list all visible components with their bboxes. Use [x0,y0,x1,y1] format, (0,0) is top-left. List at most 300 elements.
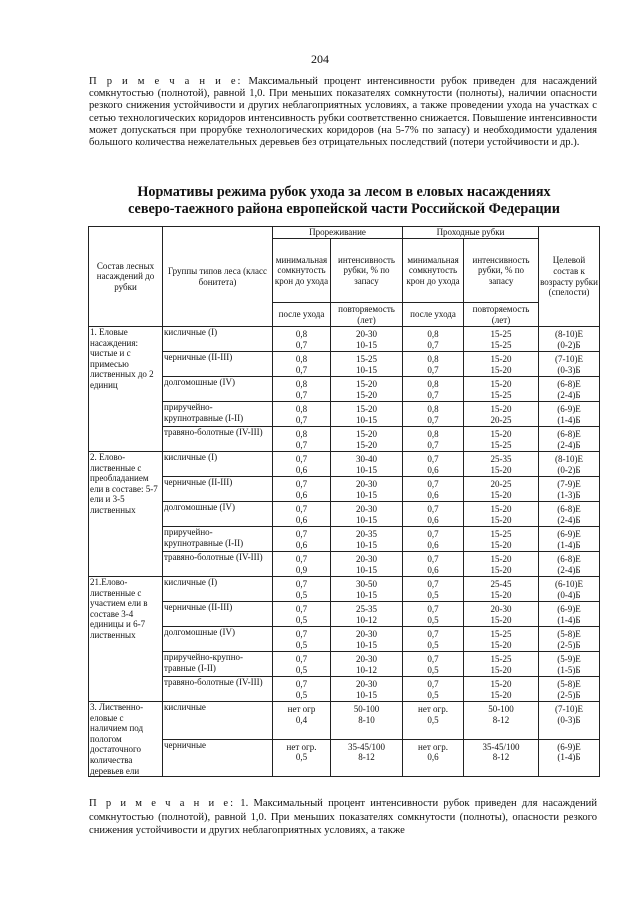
intensity-passage-value: 35-45/100 [482,741,520,752]
header-min-density-thinning: минимальная сомкнутость крон до ухода [273,239,331,303]
forest-type: черничные (II-III) [163,352,273,377]
table-title [80,184,608,218]
intensity-thinning-value-after: 10-15 [356,364,377,375]
min-density-passage-value: 0,8 [427,379,439,389]
header-min-density-passage: минимальная сомкнутость крон до ухода [403,239,464,303]
forest-type: травяно-болотные (IV-III) [163,677,273,702]
min-density-thinning-cell [273,577,331,602]
target-composition-cell [539,577,600,602]
min-density-passage-value: нет огр. [418,704,448,714]
target-composition-value-after: (2-4)Б [557,439,581,450]
min-density-passage-value-after: 0,7 [427,414,439,425]
min-density-passage-value: 0,7 [427,529,439,539]
min-density-thinning-value-after: 0,6 [295,514,308,525]
min-density-passage-cell [403,627,464,652]
min-density-passage-value: 0,7 [427,554,439,564]
min-density-passage-cell [403,477,464,502]
target-composition-value-after: (0-2)Б [557,339,581,350]
intensity-thinning-cell [331,739,403,777]
min-density-thinning-value-after: 0,5 [295,689,308,700]
intensity-thinning-cell [331,327,403,352]
table-row [89,739,600,777]
intensity-passage-value: 25-35 [490,454,512,464]
min-density-passage-value-after: 0,7 [427,439,439,450]
intensity-thinning-value-after: 10-15 [356,539,377,550]
min-density-passage-value: 0,7 [427,479,439,489]
min-density-thinning-value: 0,7 [295,454,308,464]
intensity-passage-cell [464,552,539,577]
target-composition-cell [539,327,600,352]
min-density-passage-value-after: 0,5 [427,714,439,725]
min-density-thinning-cell [273,602,331,627]
note-top [89,76,597,149]
min-density-thinning-cell [273,502,331,527]
min-density-thinning-value-after: 0,4 [295,714,308,725]
forest-type: травяно-болотные (IV-III) [163,552,273,577]
min-density-thinning-value: 0,7 [295,579,308,589]
intensity-passage-value-after: 15-20 [490,539,512,550]
min-density-passage-value-after: 0,5 [427,589,439,600]
intensity-thinning-value: 15-20 [356,379,377,389]
group-name: 2. Елово-лиственные с преобладанием ели в составе: 5-7 ели и 3-5 лиственных [89,452,163,577]
min-density-passage-cell [403,427,464,452]
min-density-thinning-value: 0,8 [295,404,308,414]
target-composition-value: (5-9)Е [557,654,581,664]
min-density-passage-value: 0,7 [427,504,439,514]
target-composition-cell [539,702,600,740]
header-thinning: Прореживание [273,227,403,239]
intensity-thinning-value: 20-30 [356,629,377,639]
min-density-passage-value: 0,8 [427,404,439,414]
intensity-thinning-value: 15-20 [356,429,377,439]
table-title-line-1: Нормативы режима рубок ухода за лесом в еловых насаждениях [137,184,551,200]
min-density-passage-value: 0,7 [427,654,439,664]
target-composition-value-after: (1-4)Б [557,752,581,763]
intensity-passage-cell [464,327,539,352]
intensity-passage-value: 15-25 [490,629,512,639]
min-density-passage-cell [403,739,464,777]
intensity-thinning-value-after: 10-12 [356,664,377,675]
intensity-thinning-value-after: 8-12 [358,752,375,763]
header-after-care-thinning: после ухода [273,303,331,327]
min-density-passage-cell [403,577,464,602]
min-density-thinning-cell [273,477,331,502]
min-density-passage-value-after: 0,5 [427,614,439,625]
min-density-thinning-value: 0,8 [295,429,308,439]
min-density-passage-value-after: 0,7 [427,389,439,400]
intensity-passage-cell [464,527,539,552]
header-intensity-thinning: интенсивность рубки, % по запасу [331,239,403,303]
min-density-thinning-value: 0,7 [295,504,308,514]
intensity-passage-cell [464,377,539,402]
group-name: 1. Еловые насаждения: чистые и с примесью лиственных до 2 единиц [89,327,163,452]
forest-type: черничные (II-III) [163,602,273,627]
intensity-thinning-cell [331,602,403,627]
target-composition-cell [539,602,600,627]
intensity-passage-value: 15-25 [490,654,512,664]
table-row [89,452,600,477]
forest-type: приручейно-крупно-травные (I-II) [163,652,273,677]
target-composition-value-after: (2-5)Б [557,689,581,700]
intensity-passage-cell [464,502,539,527]
table-row [89,627,600,652]
min-density-passage-value: 0,8 [427,429,439,439]
min-density-thinning-cell [273,527,331,552]
intensity-thinning-value-after: 10-15 [356,639,377,650]
min-density-thinning-value-after: 0,5 [295,752,308,763]
min-density-thinning-value-after: 0,7 [295,439,308,450]
header-repeat-thinning: повторяемость (лет) [331,303,403,327]
table-row [89,427,600,452]
target-composition-value-after: (2-4)Б [557,564,581,575]
page-number: 204 [311,52,329,66]
target-composition-cell [539,377,600,402]
min-density-thinning-value-after: 0,5 [295,589,308,600]
table-row [89,702,600,740]
min-density-thinning-value: 0,8 [295,354,308,364]
min-density-thinning-value: нет огр [287,704,316,714]
min-density-passage-value: 0,7 [427,579,439,589]
target-composition-cell [539,502,600,527]
min-density-passage-cell [403,377,464,402]
header-intensity-passage: интенсивность рубки, % по запасу [464,239,539,303]
target-composition-value-after: (0-3)Б [557,364,581,375]
intensity-thinning-cell [331,427,403,452]
intensity-passage-value: 15-25 [490,329,512,339]
intensity-passage-value-after: 8-12 [492,752,510,763]
forest-type: травяно-болотные (IV-III) [163,427,273,452]
intensity-thinning-cell [331,402,403,427]
target-composition-value-after: (1-4)Б [557,614,581,625]
intensity-passage-value-after: 20-25 [490,414,512,425]
intensity-thinning-value-after: 10-15 [356,589,377,600]
min-density-thinning-value: 0,7 [295,654,308,664]
intensity-thinning-cell [331,552,403,577]
min-density-thinning-value: 0,7 [295,679,308,689]
header-target-composition: Целевой состав к возрасту рубки (спелости) [539,227,600,327]
target-composition-value: (6-8)Е [557,504,581,514]
table-row [89,552,600,577]
intensity-thinning-value: 20-30 [356,554,377,564]
min-density-thinning-value-after: 0,5 [295,639,308,650]
min-density-thinning-cell [273,327,331,352]
min-density-passage-cell [403,352,464,377]
intensity-passage-value: 20-30 [490,604,512,614]
intensity-thinning-cell [331,377,403,402]
min-density-thinning-cell [273,427,331,452]
min-density-passage-cell [403,552,464,577]
min-density-passage-value-after: 0,5 [427,664,439,675]
target-composition-value: (8-10)Е [555,329,584,339]
table-body [89,327,600,777]
min-density-passage-value-after: 0,6 [427,752,439,763]
target-composition-value: (8-10)Е [555,454,584,464]
min-density-passage-value-after: 0,6 [427,564,439,575]
target-composition-cell [539,552,600,577]
target-composition-value-after: (0-2)Б [557,464,581,475]
target-composition-cell [539,452,600,477]
min-density-thinning-value-after: 0,5 [295,664,308,675]
target-composition-cell [539,477,600,502]
min-density-thinning-cell [273,552,331,577]
target-composition-cell [539,652,600,677]
intensity-passage-cell [464,577,539,602]
intensity-passage-value: 15-20 [490,679,512,689]
forest-type: долгомошные (IV) [163,502,273,527]
intensity-thinning-value: 20-30 [356,479,377,489]
intensity-passage-cell [464,352,539,377]
forest-type: приручейно-крупнотравные (I-II) [163,527,273,552]
intensity-thinning-cell [331,452,403,477]
target-composition-value: (6-10)Е [555,579,584,589]
min-density-passage-cell [403,652,464,677]
min-density-thinning-value: 0,7 [295,629,308,639]
header-after-care-passage: после ухода [403,303,464,327]
intensity-thinning-value-after: 8-10 [358,714,375,725]
target-composition-value-after: (1-4)Б [557,414,581,425]
intensity-passage-value: 50-100 [488,704,514,714]
target-composition-value: (7-10)Е [555,354,584,364]
intensity-thinning-value: 15-25 [356,354,377,364]
note-top-lead: П р и м е ч а н и е: [89,76,243,87]
min-density-thinning-cell [273,627,331,652]
intensity-thinning-value-after: 10-15 [356,489,377,500]
intensity-thinning-value: 35-45/100 [348,741,385,752]
intensity-passage-cell [464,677,539,702]
forest-type: кисличные (I) [163,452,273,477]
intensity-thinning-value: 30-40 [356,454,377,464]
min-density-passage-cell [403,677,464,702]
intensity-passage-cell [464,452,539,477]
min-density-thinning-value: 0,7 [295,479,308,489]
intensity-passage-value-after: 15-20 [490,639,512,650]
table-row [89,377,600,402]
target-composition-cell [539,739,600,777]
target-composition-value-after: (0-4)Б [557,589,581,600]
forest-type: долгомошные (IV) [163,627,273,652]
intensity-passage-value-after: 15-20 [490,614,512,625]
min-density-thinning-value-after: 0,7 [295,364,308,375]
forest-type: черничные [163,739,273,777]
min-density-thinning-value: 0,8 [295,329,308,339]
intensity-thinning-value-after: 10-12 [356,614,377,625]
target-composition-value: (7-10)Е [555,704,584,714]
intensity-thinning-value: 20-30 [356,329,377,339]
intensity-passage-value: 15-20 [490,379,512,389]
min-density-thinning-value-after: 0,6 [295,489,308,500]
min-density-thinning-value-after: 0,5 [295,614,308,625]
min-density-thinning-cell [273,677,331,702]
forest-type: кисличные (I) [163,577,273,602]
min-density-thinning-value-after: 0,7 [295,339,308,350]
intensity-passage-cell [464,702,539,740]
target-composition-cell [539,427,600,452]
min-density-thinning-cell [273,652,331,677]
intensity-thinning-value: 15-20 [356,404,377,414]
intensity-thinning-value-after: 10-15 [356,339,377,350]
target-composition-value: (6-8)Е [557,379,581,389]
min-density-passage-value-after: 0,5 [427,689,439,700]
min-density-thinning-cell [273,352,331,377]
target-composition-cell [539,627,600,652]
min-density-passage-value: 0,7 [427,679,439,689]
intensity-thinning-cell [331,577,403,602]
header-repeat-passage: повторяемость (лет) [464,303,539,327]
table-row [89,577,600,602]
table-row [89,677,600,702]
intensity-thinning-value: 20-35 [356,529,377,539]
target-composition-value: (6-8)Е [557,554,581,564]
intensity-passage-value: 25-45 [490,579,512,589]
min-density-thinning-value-after: 0,7 [295,389,308,400]
intensity-passage-value: 20-25 [490,479,512,489]
forest-type: приручейно-крупнотравные (I-II) [163,402,273,427]
min-density-thinning-cell [273,702,331,740]
min-density-passage-value: 0,7 [427,604,439,614]
min-density-passage-cell [403,402,464,427]
intensity-passage-value-after: 15-20 [490,514,512,525]
target-composition-value: (6-9)Е [557,604,581,614]
note-bottom-lead: П р и м е ч а н и е: [89,798,236,809]
min-density-passage-value: 0,7 [427,454,439,464]
table-row [89,652,600,677]
intensity-thinning-cell [331,677,403,702]
min-density-thinning-value: 0,7 [295,604,308,614]
target-composition-value-after: (2-5)Б [557,639,581,650]
min-density-passage-value-after: 0,6 [427,539,439,550]
min-density-passage-cell [403,527,464,552]
intensity-passage-value: 15-25 [490,529,512,539]
min-density-passage-cell [403,502,464,527]
target-composition-value: (6-9)Е [557,404,581,414]
intensity-passage-value-after: 8-12 [492,714,510,725]
min-density-passage-value-after: 0,7 [427,364,439,375]
intensity-thinning-value-after: 10-15 [356,414,377,425]
intensity-thinning-value: 25-35 [356,604,377,614]
table-row [89,477,600,502]
intensity-passage-value-after: 15-20 [490,664,512,675]
target-composition-value: (6-8)Е [557,429,581,439]
target-composition-value-after: (1-4)Б [557,539,581,550]
target-composition-value: (5-8)Е [557,679,581,689]
intensity-passage-value-after: 15-25 [490,389,512,400]
min-density-passage-value: 0,8 [427,329,439,339]
intensity-passage-value-after: 15-20 [490,489,512,500]
intensity-thinning-cell [331,652,403,677]
target-composition-cell [539,677,600,702]
min-density-passage-cell [403,602,464,627]
min-density-passage-value-after: 0,7 [427,339,439,350]
target-composition-value-after: (0-3)Б [557,714,581,725]
table-row [89,402,600,427]
min-density-passage-value: нет огр. [418,741,448,752]
min-density-passage-cell [403,327,464,352]
header-composition: Состав лесных насаждений до рубки [89,227,163,327]
min-density-passage-cell [403,452,464,477]
intensity-passage-value: 15-20 [490,554,512,564]
min-density-passage-value-after: 0,6 [427,464,439,475]
intensity-passage-value: 15-20 [490,504,512,514]
note-bottom [89,797,597,838]
header-forest-groups: Группы типов леса (класс бонитета) [163,227,273,327]
group-name: 21.Елово-лиственные с участием ели в составе 3-4 единицы и 6-7 лиственных [89,577,163,702]
intensity-passage-value: 15-20 [490,404,512,414]
min-density-thinning-cell [273,739,331,777]
header-passage-cutting: Проходные рубки [403,227,539,239]
intensity-thinning-value-after: 10-15 [356,564,377,575]
min-density-passage-cell [403,702,464,740]
norms-table [88,226,600,777]
intensity-thinning-value: 20-30 [356,654,377,664]
min-density-thinning-value-after: 0,7 [295,414,308,425]
intensity-passage-value-after: 15-20 [490,364,512,375]
target-composition-value-after: (2-4)Б [557,389,581,400]
table-row [89,352,600,377]
intensity-passage-cell [464,739,539,777]
target-composition-cell [539,527,600,552]
intensity-thinning-value-after: 15-20 [356,439,377,450]
intensity-thinning-cell [331,477,403,502]
intensity-thinning-cell [331,527,403,552]
min-density-thinning-cell [273,402,331,427]
table-row [89,327,600,352]
intensity-passage-value: 15-20 [490,354,512,364]
min-density-passage-value-after: 0,6 [427,489,439,500]
intensity-passage-cell [464,602,539,627]
min-density-passage-value-after: 0,6 [427,514,439,525]
table-row [89,527,600,552]
intensity-thinning-cell [331,502,403,527]
forest-type: черничные (II-III) [163,477,273,502]
note-top-text: Максимальный процент интенсивности рубок приведен для насаждений сомкнутостью (полнотой), равной 1,0. При меньших показателях сомкнутости (полноты), наличии опасности резкого снижения устойчивости и других неблагоприятных условиях, а также проведении ухода на участках с сетью технологических коридоров интенсивность рубки соответственно снижается. Повышение интенсивности может допускаться при прорубке технологических коридоров (на 5-7% по запасу) и необходимости удаления большого количества нежелательных деревьев без отрицательных последствий (потери устойчивости и др.). [89,76,598,149]
table-row [89,502,600,527]
intensity-passage-value-after: 15-20 [490,564,512,575]
intensity-thinning-value-after: 15-20 [356,389,377,400]
min-density-passage-value: 0,7 [427,629,439,639]
min-density-passage-value-after: 0,5 [427,639,439,650]
forest-type: кисличные [163,702,273,740]
intensity-passage-value-after: 15-20 [490,689,512,700]
min-density-thinning-value: 0,7 [295,554,308,564]
min-density-thinning-value-after: 0,9 [295,564,308,575]
forest-type: долгомошные (IV) [163,377,273,402]
min-density-thinning-value: нет огр. [286,741,317,752]
intensity-passage-cell [464,402,539,427]
intensity-thinning-value: 50-100 [353,704,380,714]
min-density-thinning-cell [273,377,331,402]
group-name: 3. Лиственно-еловые с наличием под пологом достаточного количества деревьев ели [89,702,163,777]
intensity-passage-value-after: 15-20 [490,464,512,475]
target-composition-cell [539,352,600,377]
intensity-passage-value-after: 15-20 [490,589,512,600]
intensity-thinning-cell [331,627,403,652]
forest-type: кисличные (I) [163,327,273,352]
intensity-thinning-value-after: 10-15 [356,689,377,700]
intensity-thinning-cell [331,702,403,740]
target-composition-value-after: (1-3)Б [557,489,581,500]
intensity-passage-cell [464,627,539,652]
table-title-line-2: северо-таежного района европейской части Российской Федерации [128,201,560,217]
target-composition-value: (5-8)Е [557,629,581,639]
intensity-thinning-value: 20-30 [356,504,377,514]
table-row [89,602,600,627]
target-composition-value-after: (1-5)Б [557,664,581,675]
intensity-thinning-value-after: 10-15 [356,464,377,475]
min-density-thinning-cell [273,452,331,477]
intensity-thinning-value-after: 10-15 [356,514,377,525]
min-density-thinning-value: 0,7 [295,529,308,539]
min-density-thinning-value-after: 0,6 [295,539,308,550]
